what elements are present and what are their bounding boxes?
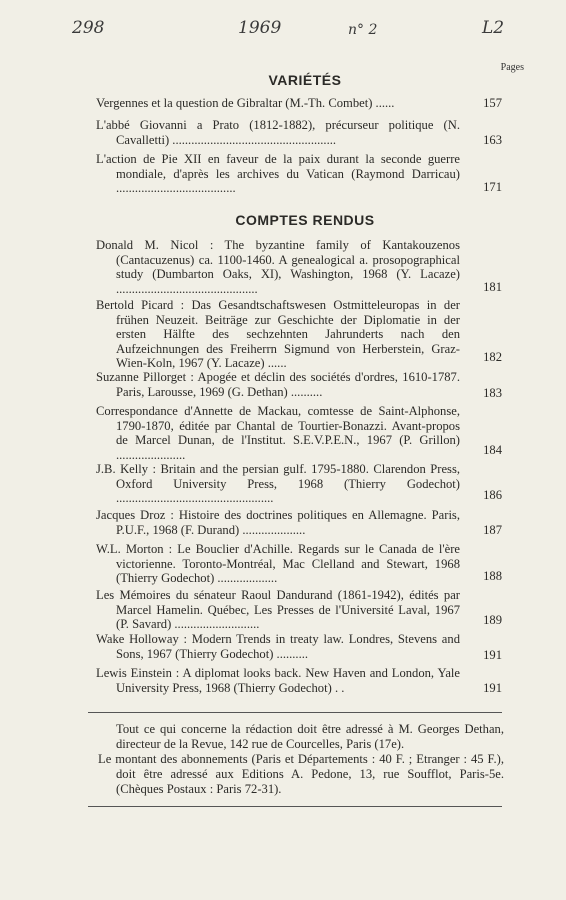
toc-page-number: 181 (483, 280, 502, 294)
toc-page-number: 186 (483, 488, 502, 502)
handwritten-issue: n° 2 (348, 22, 378, 38)
handwritten-number: 298 (72, 18, 105, 38)
toc-page-number: 191 (483, 681, 502, 695)
handwritten-code: L2 (482, 18, 505, 38)
handwritten-year: 1969 (238, 18, 282, 38)
toc-page-number: 184 (483, 443, 502, 457)
toc-page-number: 188 (483, 569, 502, 583)
toc-entry: Wake Holloway : Modern Trends in treaty law. Londres, Stevens and Sons, 1967 (Thierry Godechot) .......... (96, 632, 460, 661)
toc-entry: Donald M. Nicol : The byzantine family of Kantakouzenos (Cantacuzenus) ca. 1100-1460. A genealogical a. prosopographical study (Dumbarton Oaks, XI), Washington, 1968 (Y. Lacaze) ............................................. (96, 238, 460, 296)
divider-rule (88, 712, 502, 713)
editorial-notice (98, 722, 504, 797)
toc-entry: Vergennes et la question de Gibraltar (M.-Th. Combet) ...... (96, 96, 395, 110)
toc-entry: Suzanne Pillorget : Apogée et déclin des sociétés d'ordres, 1610-1787. Paris, Larousse, 1969 (G. Dethan) .......... (96, 370, 460, 399)
toc-page-number: 182 (483, 350, 502, 364)
notice-paragraph: Le montant des abonnements (Paris et Départements : 40 F. ; Etranger : 45 F.), doit être adressé aux Editions A. Pedone, 13, rue Soufflot, Paris-5e. (Chèques Postaux : Paris 72-31). (98, 752, 504, 796)
toc-page-number: 157 (483, 96, 502, 110)
toc-entry: L'abbé Giovanni a Prato (1812-1882), précurseur politique (N. Cavalletti) .................................................... (96, 118, 460, 147)
toc-entry: Jacques Droz : Histoire des doctrines politiques en Allemagne. Paris, P.U.F., 1968 (F. Durand) .................... (96, 508, 460, 537)
divider-rule (88, 806, 502, 807)
toc-entry: Correspondance d'Annette de Mackau, comtesse de Saint-Alphonse, 1790-1870, éditée par Chantal de Tourtier-Bonazzi. Avant-propos de Marcel Dunan, de l'Institut. S.E.V.P.E.N., 1967 (P. Grillon) ...................... (96, 404, 460, 462)
toc-entry: L'action de Pie XII en faveur de la paix durant la seconde guerre mondiale, d'après les archives du Vatican (Raymond Darricau) ...................................... (96, 152, 460, 195)
toc-page-number: 191 (483, 648, 502, 662)
toc-entry: Lewis Einstein : A diplomat looks back. New Haven and London, Yale University Press, 1968 (Thierry Godechot) . . (96, 666, 460, 695)
toc-page-number: 183 (483, 386, 502, 400)
toc-entry: Bertold Picard : Das Gesandtschaftswesen Ostmitteleuropas in der frühen Neuzeit. Beiträge zur Geschichte der Diplomatie in der ersten Hälfte des sechzehnten Jahrunderts nach den Aufzeichnungen des Freiherrn Sigmund von Herberstein, Graz-Wien-Koln, 1967 (Y. Lacaze) ...... (96, 298, 460, 370)
toc-entry: Les Mémoires du sénateur Raoul Dandurand (1861-1942), édités par Marcel Hamelin. Québec, Les Presses de l'Université Laval, 1967 (P. Savard) ........................... (96, 588, 460, 631)
section-title-varietes: VARIÉTÉS (268, 72, 342, 88)
toc-entry: W.L. Morton : Le Bouclier d'Achille. Regards sur le Canada de l'ère victorienne. Toronto-Montréal, Mac Clelland and Stewart, 1968 (Thierry Godechot) ................... (96, 542, 460, 585)
toc-page-number: 189 (483, 613, 502, 627)
section-title-comptes-rendus: COMPTES RENDUS (235, 212, 375, 228)
toc-entry: J.B. Kelly : Britain and the persian gulf. 1795-1880. Clarendon Press, Oxford University Press, 1968 (Thierry Godechot) .................................................. (96, 462, 460, 505)
toc-page-number: 163 (483, 133, 502, 147)
pages-column-label: Pages (500, 62, 524, 73)
notice-paragraph: Tout ce qui concerne la rédaction doit être adressé à M. Georges Dethan, directeur de la Revue, 142 rue de Courcelles, Paris (17e). (116, 722, 504, 751)
toc-page-number: 171 (483, 180, 502, 194)
toc-page-number: 187 (483, 523, 502, 537)
